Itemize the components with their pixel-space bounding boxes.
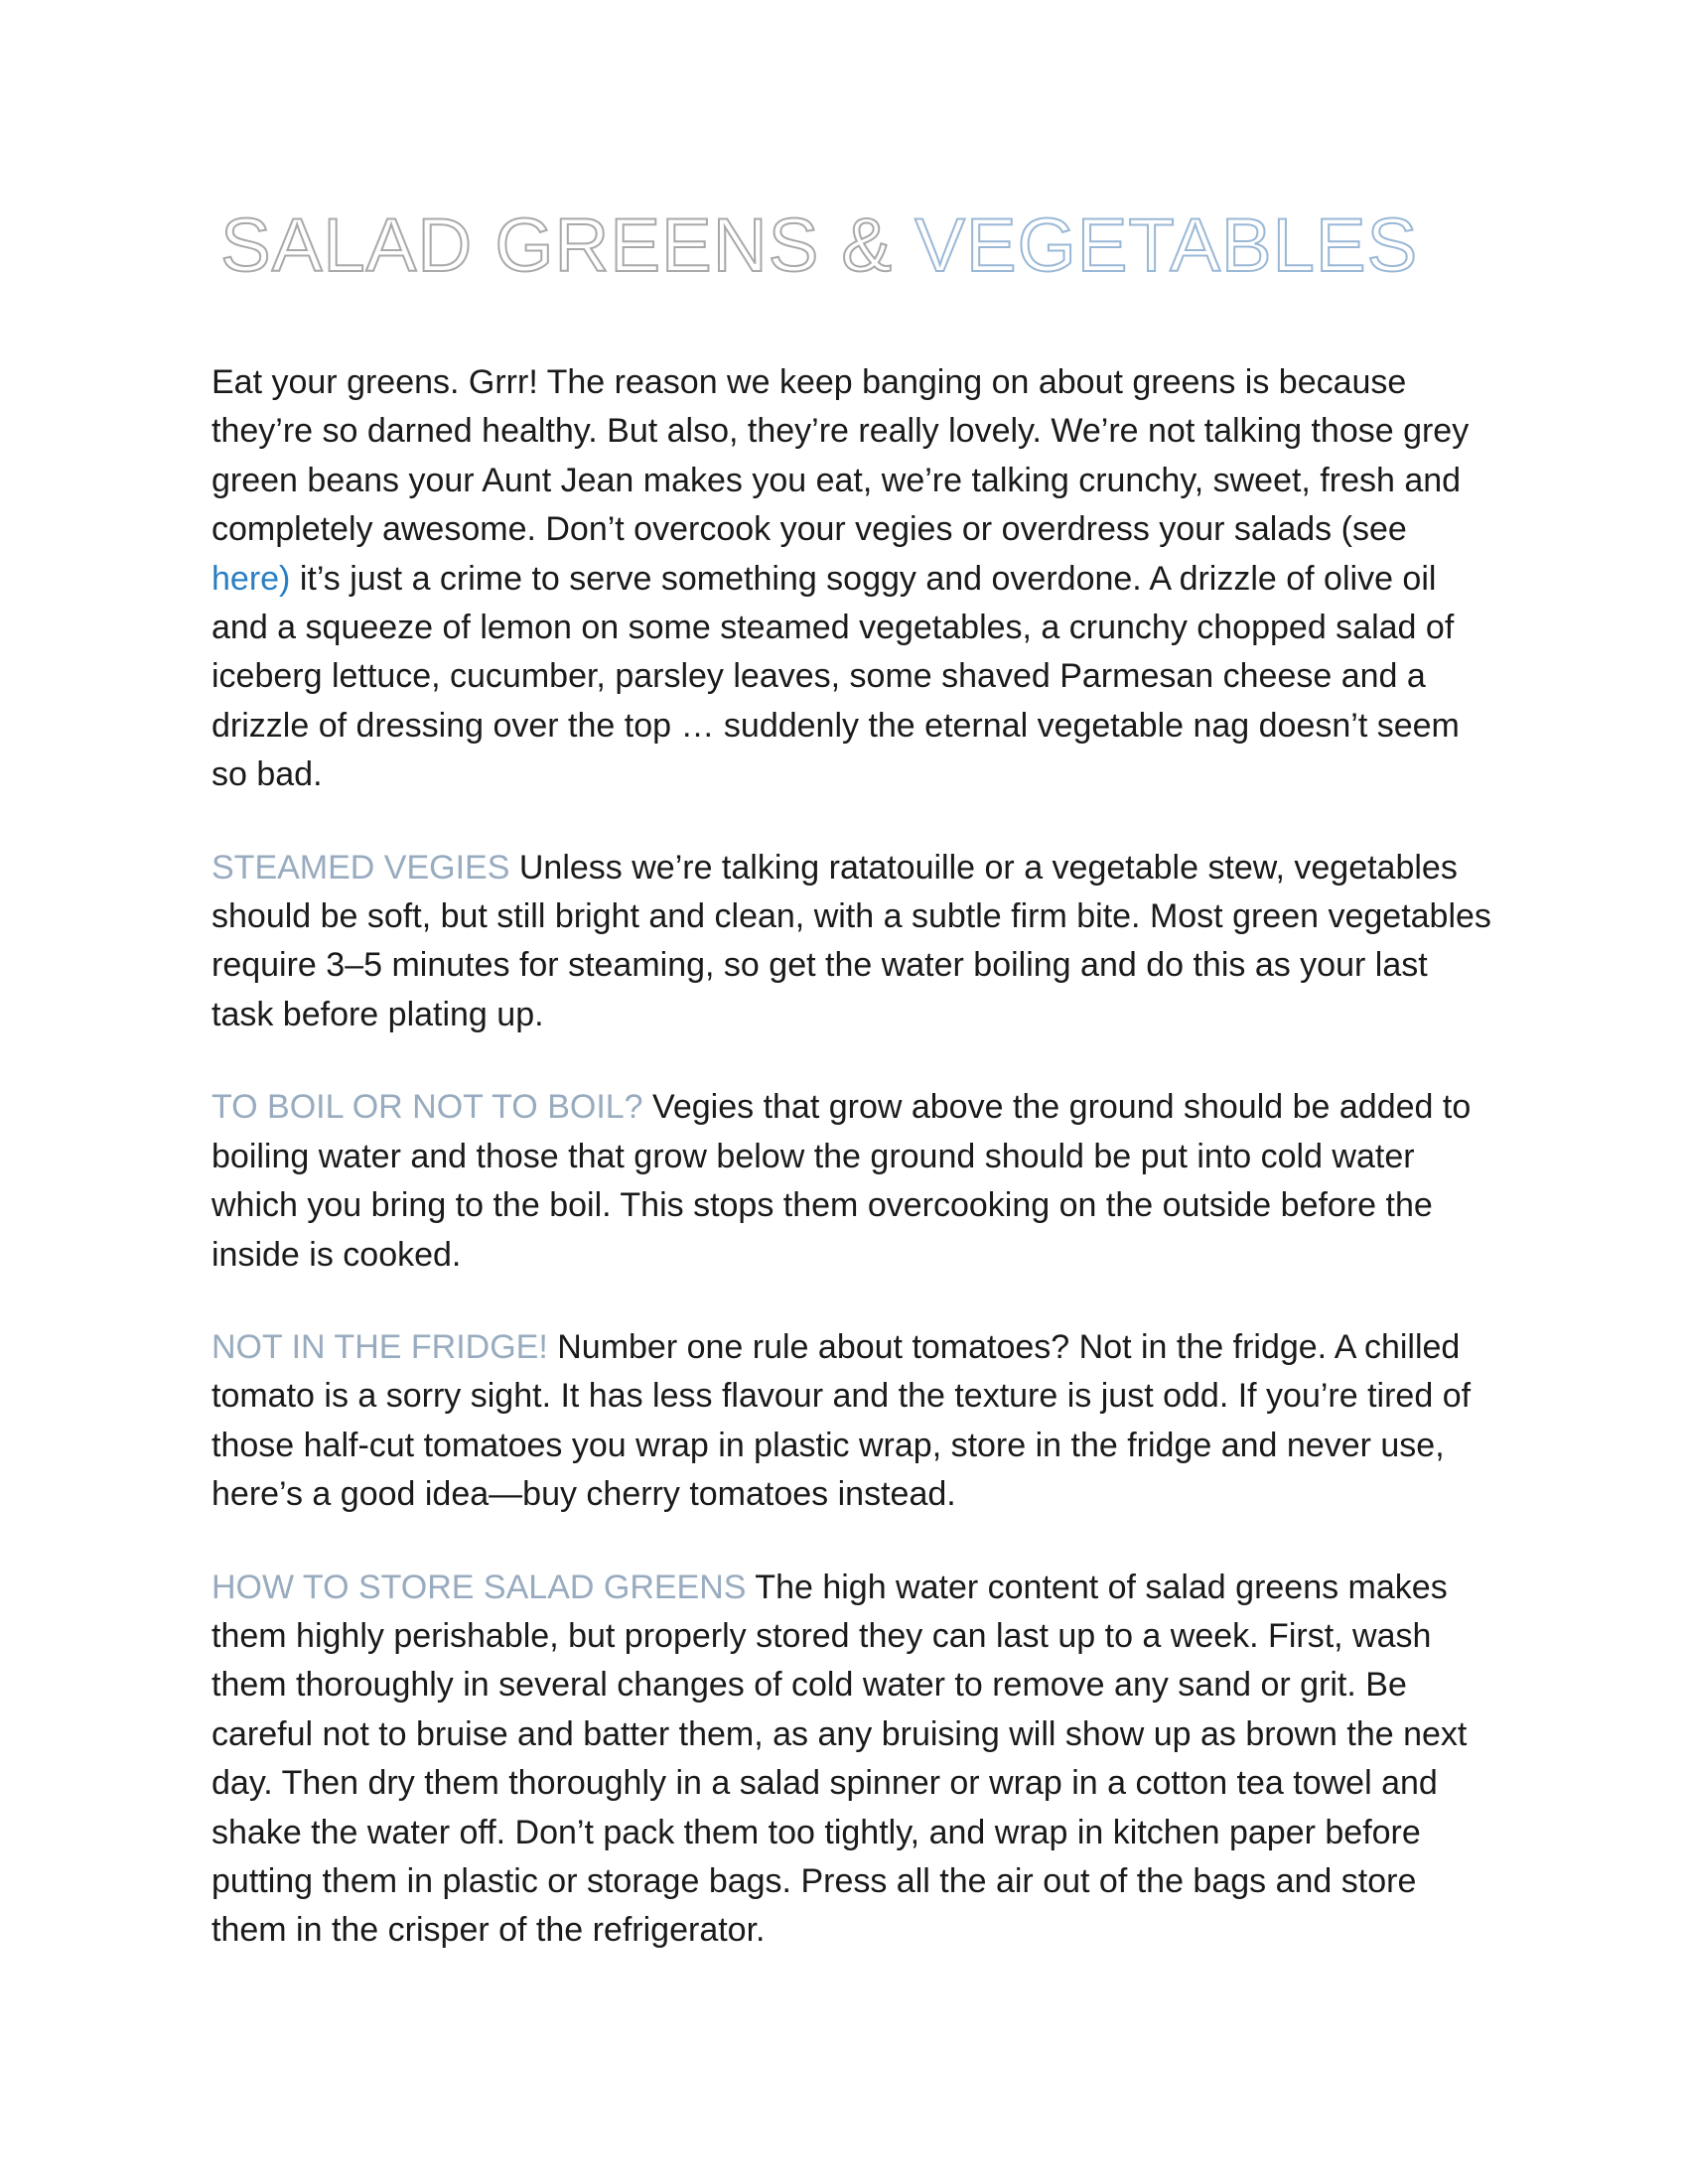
- section-heading: STEAMED VEGIES: [211, 848, 510, 887]
- section-heading: NOT IN THE FRIDGE!: [211, 1327, 548, 1366]
- here-link[interactable]: here): [211, 559, 291, 598]
- section-how-to-store-salad-greens: [211, 1564, 1492, 1956]
- intro-text-before-link: Eat your greens. Grrr! The reason we keep banging on about greens is because they’re so darned healthy. But also, they’re really lovely. We’re not talking those grey green beans your Aunt Jean makes you eat, we’re talking crunchy, sweet, fresh and completely awesome. Don’t overcook your vegies or overdress your salads (see: [211, 363, 1470, 549]
- section-steamed-vegies: [211, 844, 1492, 1040]
- section-body: Unless we’re talking ratatouille or a vegetable stew, vegetables should be soft, but still bright and clean, with a subtle firm bite. Most green vegetables require 3–5 minutes for steaming, so get the water boiling and do this as your last task before plating up.: [211, 848, 1491, 1033]
- page-title-part2: VEGETABLES: [914, 204, 1419, 288]
- section-not-in-the-fridge: [211, 1323, 1492, 1520]
- section-body: Number one rule about tomatoes? Not in the fridge. A chilled tomato is a sorry sight. It has less flavour and the texture is just odd. If you’re tired of those half-cut tomatoes you wrap in plastic wrap, store in the fridge and never use, here’s a good idea—buy cherry tomatoes instead.: [211, 1327, 1472, 1514]
- section-body: Vegies that grow above the ground should be added to boiling water and those that grow below the ground should be put into cold water which you bring to the boil. This stops them overcooking on the outside before the inside is cooked.: [211, 1088, 1472, 1274]
- intro-text-after-link: it’s just a crime to serve something soggy and overdone. A drizzle of olive oil and a squeeze of lemon on some steamed vegetables, a crunchy chopped salad of iceberg lettuce, cucumber, parsley leaves, some shaved Parmesan cheese and a drizzle of dressing over the top … suddenly the eternal vegetable nag doesn’t seem so bad.: [211, 559, 1460, 794]
- page-title: [220, 204, 1419, 288]
- section-heading: TO BOIL OR NOT TO BOIL?: [211, 1088, 643, 1127]
- intro-paragraph: [211, 358, 1492, 800]
- article-body: [211, 358, 1492, 1999]
- section-heading: HOW TO STORE SALAD GREENS: [211, 1568, 747, 1606]
- section-body: The high water content of salad greens makes them highly perishable, but properly stored they can last up to a week. First, wash them thoroughly in several changes of cold water to remove any sand or grit. Be careful not to bruise and batter them, as any bruising will show up as brown the next day. Then dry them thoroughly in a salad spinner or wrap in a cotton tea towel and shake the water off. Don’t pack them too tightly, and wrap in kitchen paper before putting them in plastic or storage bags. Press all the air out of the bags and store them in the crisper of the refrigerator.: [211, 1568, 1468, 1950]
- page-title-part1: SALAD GREENS &: [220, 204, 915, 288]
- section-to-boil-or-not: [211, 1083, 1492, 1280]
